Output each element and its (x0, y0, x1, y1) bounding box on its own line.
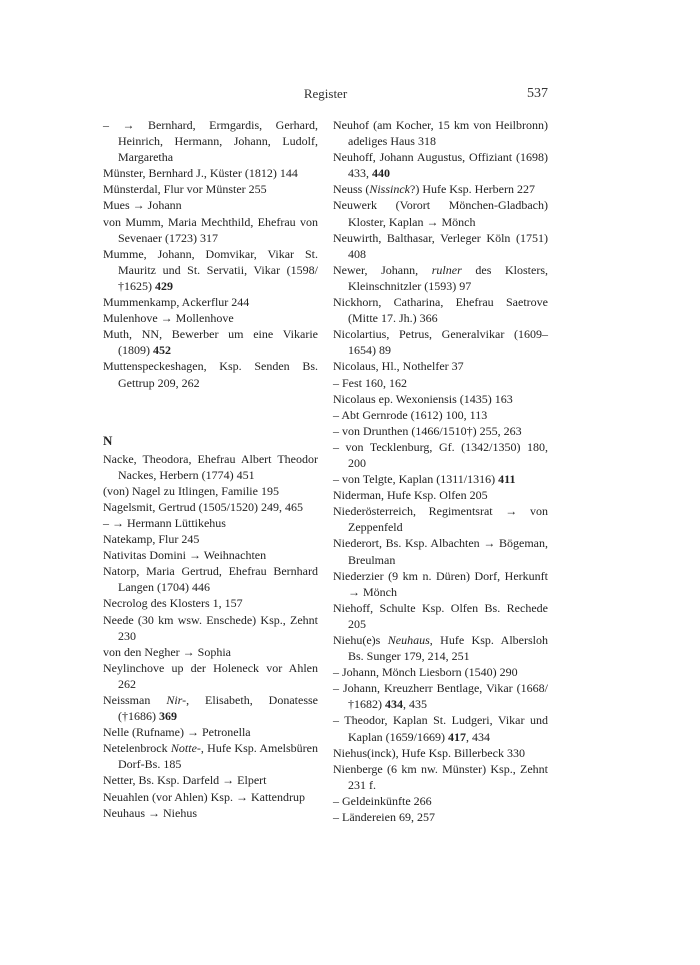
entry-text: 411 (498, 472, 516, 487)
index-entry (103, 692, 318, 724)
index-entry (103, 165, 318, 181)
index-entry (333, 407, 548, 423)
entry-text: – Johann, Kreuzherr Bentlage, Vikar (1668/†1682) (333, 681, 548, 712)
index-entry (333, 197, 548, 229)
index-entry (333, 262, 548, 294)
index-entry (103, 181, 318, 197)
index-entry (333, 358, 548, 374)
index-entry (333, 793, 548, 809)
entry-text: – → Hermann Lüttikehus (103, 515, 226, 530)
entry-text: Nicolartius, Petrus, Generalvikar (1609–1654) 89 (333, 327, 548, 358)
entry-text: – von Telgte, Kaplan (1311/1316) (333, 472, 499, 487)
entry-text: Muttenspeckeshagen, Ksp. Senden Bs. Gettrup 209, 262 (103, 359, 318, 390)
entry-text: Nacke, Theodora, Ehefrau Albert Theodor Nackes, Herbern (1774) 451 (103, 451, 318, 482)
entry-text: – Johann, Mönch Liesborn (1540) 290 (333, 665, 518, 680)
index-entry (333, 712, 548, 744)
entry-text: Nicolaus ep. Wexoniensis (1435) 163 (333, 391, 513, 406)
entry-text: – von Tecklenburg, Gf. (1342/1350) 180, 200 (333, 439, 548, 470)
index-entry (333, 745, 548, 761)
entry-text: Neuwirth, Balthasar, Verleger Köln (1751) 408 (333, 230, 548, 261)
index-entry (103, 117, 318, 165)
entry-text: Münster, Bernhard J., Küster (1812) 144 (103, 166, 298, 181)
index-entry (103, 294, 318, 310)
index-entry (333, 423, 548, 439)
entry-text: Necrolog des Klosters 1, 157 (103, 596, 243, 611)
entry-text: Natorp, Maria Gertrud, Ehefrau Bernhard Langen (1704) 446 (103, 564, 318, 595)
entry-text: 452 (153, 343, 171, 358)
running-title: Register (303, 86, 348, 101)
entry-text: Notte- (170, 741, 201, 756)
entry-text: Mulenhove → Mollenhove (103, 311, 234, 326)
index-entry (103, 547, 318, 563)
entry-text: Netelenbrock (103, 741, 171, 756)
entry-text: rulner (431, 262, 462, 277)
entry-text: Niederösterreich, Regimentsrat → von Zeppenfeld (333, 504, 548, 535)
entry-text: – Abt Gernrode (1612) 100, 113 (333, 407, 488, 422)
entry-text: 369 (159, 709, 177, 724)
entry-text: Muth, NN, Bewerber um eine Vikarie (1809) (103, 327, 318, 358)
index-entry (333, 632, 548, 664)
entry-text: Niehoff, Schulte Ksp. Olfen Bs. Rechede 205 (333, 600, 548, 631)
section-letter-heading: N (103, 432, 113, 448)
index-entry (333, 326, 548, 358)
index-entry (103, 515, 318, 531)
entry-text: Nienberge (6 km nw. Münster) Ksp., Zehnt 231 f. (333, 761, 548, 792)
index-entry (333, 487, 548, 503)
entry-text: des Klosters, Kleinschnitzler (1593) 97 (348, 262, 548, 293)
entry-text: – Fest 160, 162 (333, 375, 408, 390)
index-entry (103, 805, 318, 821)
entry-text: 429 (155, 278, 173, 293)
index-entry (103, 772, 318, 788)
index-entry (333, 471, 548, 487)
entry-text: Nir- (166, 693, 187, 707)
entry-text: Münsterdal, Flur vor Münster 255 (103, 182, 267, 197)
running-header (103, 86, 548, 106)
index-entry (103, 724, 318, 740)
entry-text: von den Negher → Sophia (103, 644, 231, 659)
entry-text: Neuwerk (Vorort Mönchen-Gladbach) Kloster, Kaplan → Mönch (333, 198, 548, 229)
entry-text: Neuss ( (333, 182, 370, 197)
entry-text: Nissinck (369, 182, 410, 197)
entry-text: – Ländereien 69, 257 (333, 810, 435, 825)
page-number: 537 (527, 86, 548, 101)
index-entry (103, 644, 318, 660)
entry-text: , Hufe Ksp. Amelsbüren Dorf-Bs. 185 (118, 741, 318, 772)
index-entry (103, 595, 318, 611)
index-entry (103, 358, 318, 390)
index-entry (333, 230, 548, 262)
index-entry (103, 563, 318, 595)
entry-text: – → Bernhard, Ermgardis, Gerhard, Heinrich, Hermann, Johann, Ludolf, Margaretha (103, 118, 318, 165)
index-entry (103, 612, 318, 644)
entry-text: Mues → Johann (103, 198, 182, 213)
entry-text: , 435 (403, 697, 427, 712)
entry-text: Neede (30 km wsw. Enschede) Ksp., Zehnt 230 (103, 612, 318, 643)
entry-text: Netter, Bs. Ksp. Darfeld → Elpert (103, 773, 267, 788)
entry-text: Neuahlen (vor Ahlen) Ksp. → Kattendrup (103, 789, 305, 804)
entry-text: Neissman (103, 693, 167, 707)
entry-text: Nickhorn, Catharina, Ehefrau Saetrove (Mitte 17. Jh.) 366 (333, 295, 548, 326)
entry-text: – Geldeinkünfte 266 (333, 793, 432, 808)
entry-text: Mummenkamp, Ackerflur 244 (103, 295, 250, 310)
index-entry (333, 568, 548, 600)
entry-text: Nelle (Rufname) → Petronella (103, 725, 251, 740)
index-entry (333, 761, 548, 793)
entry-text: Niehus(inck), Hufe Ksp. Billerbeck 330 (333, 745, 525, 760)
index-entry (103, 197, 318, 213)
entry-text: Neuhaus → Niehus (103, 805, 197, 820)
index-entry (333, 149, 548, 181)
index-entry (333, 294, 548, 326)
index-entry (333, 391, 548, 407)
index-entry (103, 660, 318, 692)
index-entry (333, 439, 548, 471)
index-entry (103, 483, 318, 499)
entry-text: Nativitas Domini → Weihnachten (103, 548, 267, 563)
entry-text: Niderman, Hufe Ksp. Olfen 205 (333, 488, 488, 503)
index-entry (103, 499, 318, 515)
index-entry (103, 246, 318, 294)
entry-text: 434 (385, 697, 403, 712)
entry-text: , Hufe Ksp. Albersloh Bs. Sunger 179, 214, 251 (348, 633, 548, 664)
index-entry (103, 789, 318, 805)
index-entry (333, 535, 548, 567)
left-column (103, 117, 318, 821)
entry-text: Nagelsmit, Gertrud (1505/1520) 249, 465 (103, 499, 303, 514)
entry-text: Neuhoff, Johann Augustus, Offiziant (1698) 433, (333, 150, 548, 181)
entry-text: Mumme, Johann, Domvikar, Vikar St. Mauritz und St. Servatii, Vikar (1598/†1625) (103, 246, 318, 293)
entries-n-continued (333, 117, 548, 825)
index-entry (333, 503, 548, 535)
entry-text: von Mumm, Maria Mechthild, Ehefrau von Sevenaer (1723) 317 (103, 214, 318, 245)
entries-m-continued (103, 117, 318, 391)
entry-text: Niederzier (9 km n. Düren) Dorf, Herkunft → Mönch (333, 568, 548, 599)
entry-text: , 434 (465, 729, 490, 744)
index-entry (333, 375, 548, 391)
entry-text: Newer, Johann, (333, 262, 432, 277)
index-entry (103, 310, 318, 326)
index-entry (333, 664, 548, 680)
index-entry (103, 451, 318, 483)
entry-text: 440 (372, 166, 390, 181)
index-entry (103, 740, 318, 772)
entry-text: Neylinchove up der Holeneck vor Ahlen 262 (103, 660, 318, 691)
right-column (333, 117, 548, 825)
entry-text: Niehu(e)s (333, 633, 388, 647)
entry-text: Nicolaus, Hl., Nothelfer 37 (333, 359, 464, 374)
index-entry (333, 117, 548, 149)
index-entry (103, 531, 318, 547)
entry-text: Niederort, Bs. Ksp. Albachten → Bögeman, Breulman (333, 536, 548, 567)
entry-text: 417 (447, 729, 466, 744)
index-entry (333, 809, 548, 825)
entry-text: (von) Nagel zu Itlingen, Familie 195 (103, 483, 279, 498)
entry-text: ?) Hufe Ksp. Herbern 227 (410, 182, 535, 197)
entry-text: – von Drunthen (1466/1510†) 255, 263 (333, 423, 522, 438)
entry-text: Neuhaus (387, 633, 430, 647)
index-entry (333, 600, 548, 632)
index-entry (333, 181, 548, 197)
entry-text: Neuhof (am Kocher, 15 km von Heilbronn) adeliges Haus 318 (333, 118, 548, 149)
index-entry (333, 680, 548, 712)
entry-text: Natekamp, Flur 245 (103, 532, 200, 547)
entry-text: – Theodor, Kaplan St. Ludgeri, Vikar und Kaplan (1659/1669) (333, 713, 548, 744)
index-entry (103, 326, 318, 358)
index-entry (103, 214, 318, 246)
entry-text: , Elisabeth, Donatesse (†1686) (118, 693, 318, 724)
entries-n (103, 451, 318, 821)
